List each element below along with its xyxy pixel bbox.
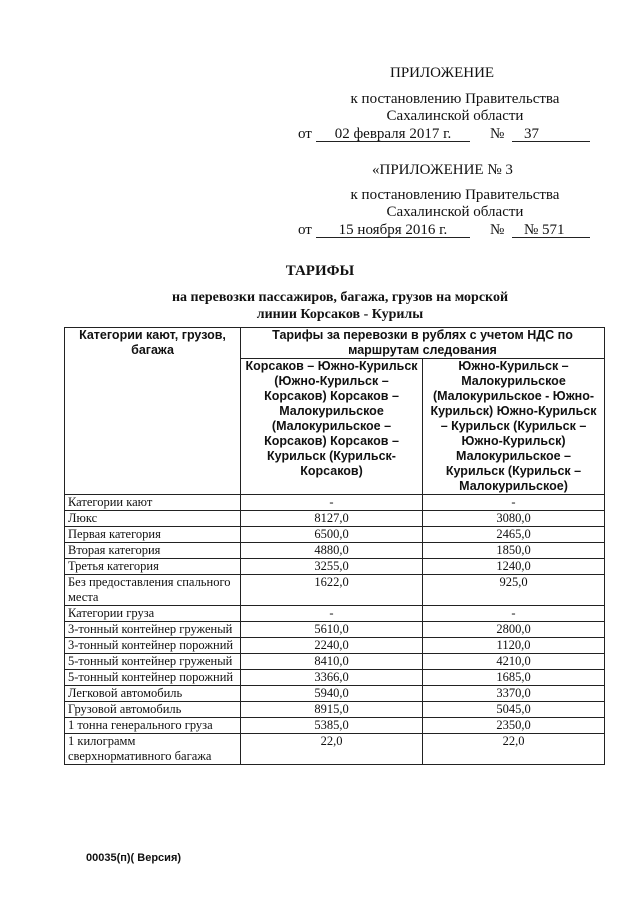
route-2-header: Южно-Курильск – Малокурильское (Малокурильское - Южно-Курильск) Южно-Курильск – Курильск (Курильск – Южно-Курильск) Малокурильское – Курильск (Курильск – Малокурильское) (423, 359, 605, 495)
route-2-value: 925,0 (423, 575, 605, 606)
table-row (65, 654, 605, 670)
group-header: Тарифы за перевозки в рублях с учетом НДС по маршрутам следования (241, 328, 605, 359)
category-cell: 1 тонна генерального груза (65, 718, 241, 734)
table-row (65, 686, 605, 702)
table-row (65, 702, 605, 718)
table-row (65, 543, 605, 559)
route-1-value: 3255,0 (241, 559, 423, 575)
table-row (65, 718, 605, 734)
col-categories-header: Категории кают, грузов, багажа (65, 328, 241, 495)
route-1-value: 3366,0 (241, 670, 423, 686)
category-cell: Люкс (65, 511, 241, 527)
appendix-number: 37 (524, 126, 539, 142)
route-2-value: 3370,0 (423, 686, 605, 702)
appendix3-number-label: № (490, 222, 505, 238)
appendix-number-label: № (490, 126, 505, 142)
category-cell: Категории кают (65, 495, 241, 511)
route-1-value: 2240,0 (241, 638, 423, 654)
appendix3-line-1: к постановлению Правительства (350, 187, 560, 203)
table-row (65, 734, 605, 765)
route-1-value: 5610,0 (241, 622, 423, 638)
route-2-value: 1850,0 (423, 543, 605, 559)
category-cell: 5-тонный контейнер порожний (65, 670, 241, 686)
appendix-line-2: Сахалинской области (386, 108, 524, 124)
appendix3-from-label: от (298, 222, 312, 238)
table-row (65, 559, 605, 575)
route-2-value: 2465,0 (423, 527, 605, 543)
category-cell: Легковой автомобиль (65, 686, 241, 702)
route-2-value: 1120,0 (423, 638, 605, 654)
route-1-value: 5385,0 (241, 718, 423, 734)
document-subtitle-1: на перевозки пассажиров, багажа, грузов на морской (171, 290, 509, 305)
table-row (65, 527, 605, 543)
route-2-value: 2800,0 (423, 622, 605, 638)
category-cell: Третья категория (65, 559, 241, 575)
category-cell: Категории груза (65, 606, 241, 622)
table-row (65, 511, 605, 527)
category-cell: Вторая категория (65, 543, 241, 559)
route-2-value: 1240,0 (423, 559, 605, 575)
footer-code: 00035(п)( Версия) (86, 852, 182, 864)
route-2-value: 3080,0 (423, 511, 605, 527)
route-2-value: 4210,0 (423, 654, 605, 670)
route-1-value: - (241, 495, 423, 511)
category-cell: 3-тонный контейнер порожний (65, 638, 241, 654)
route-2-value: 22,0 (423, 734, 605, 765)
route-2-value: 1685,0 (423, 670, 605, 686)
appendix-date: 02 февраля 2017 г. (334, 126, 452, 142)
route-1-value: 8915,0 (241, 702, 423, 718)
table-row (65, 622, 605, 638)
category-cell: Первая категория (65, 527, 241, 543)
category-cell: 5-тонный контейнер груженый (65, 654, 241, 670)
appendix-from-label: от (298, 126, 312, 142)
table-row (65, 575, 605, 606)
route-2-value: 5045,0 (423, 702, 605, 718)
route-1-value: 1622,0 (241, 575, 423, 606)
tariff-table (64, 327, 605, 765)
appendix3-title: «ПРИЛОЖЕНИЕ № 3 (372, 162, 513, 178)
appendix-line-1: к постановлению Правительства (350, 91, 560, 107)
route-1-value: 8410,0 (241, 654, 423, 670)
route-1-value: 8127,0 (241, 511, 423, 527)
table-row (65, 638, 605, 654)
appendix-title: ПРИЛОЖЕНИЕ (390, 65, 495, 81)
route-1-value: 5940,0 (241, 686, 423, 702)
appendix3-line-2: Сахалинской области (386, 204, 524, 220)
appendix3-date: 15 ноября 2016 г. (338, 222, 448, 238)
category-cell: Без предоставления спального места (65, 575, 241, 606)
table-row (65, 670, 605, 686)
route-2-value: 2350,0 (423, 718, 605, 734)
route-1-value: 22,0 (241, 734, 423, 765)
route-1-value: - (241, 606, 423, 622)
route-2-value: - (423, 606, 605, 622)
category-cell: Грузовой автомобиль (65, 702, 241, 718)
category-cell: 1 килограмм сверхнормативного багажа (65, 734, 241, 765)
route-1-value: 4880,0 (241, 543, 423, 559)
table-row (65, 606, 605, 622)
route-1-value: 6500,0 (241, 527, 423, 543)
category-cell: 3-тонный контейнер груженый (65, 622, 241, 638)
document-subtitle-2: линии Корсаков - Курилы (256, 307, 424, 322)
route-1-header: Корсаков – Южно-Курильск (Южно-Курильск – Корсаков) Корсаков – Малокурильское (Малокурильское – Корсаков) Корсаков – Курильск (Курильск-Корсаков) (241, 359, 423, 495)
document-title: ТАРИФЫ (285, 263, 355, 279)
table-row (65, 495, 605, 511)
route-2-value: - (423, 495, 605, 511)
appendix3-number: № 571 (524, 222, 565, 238)
